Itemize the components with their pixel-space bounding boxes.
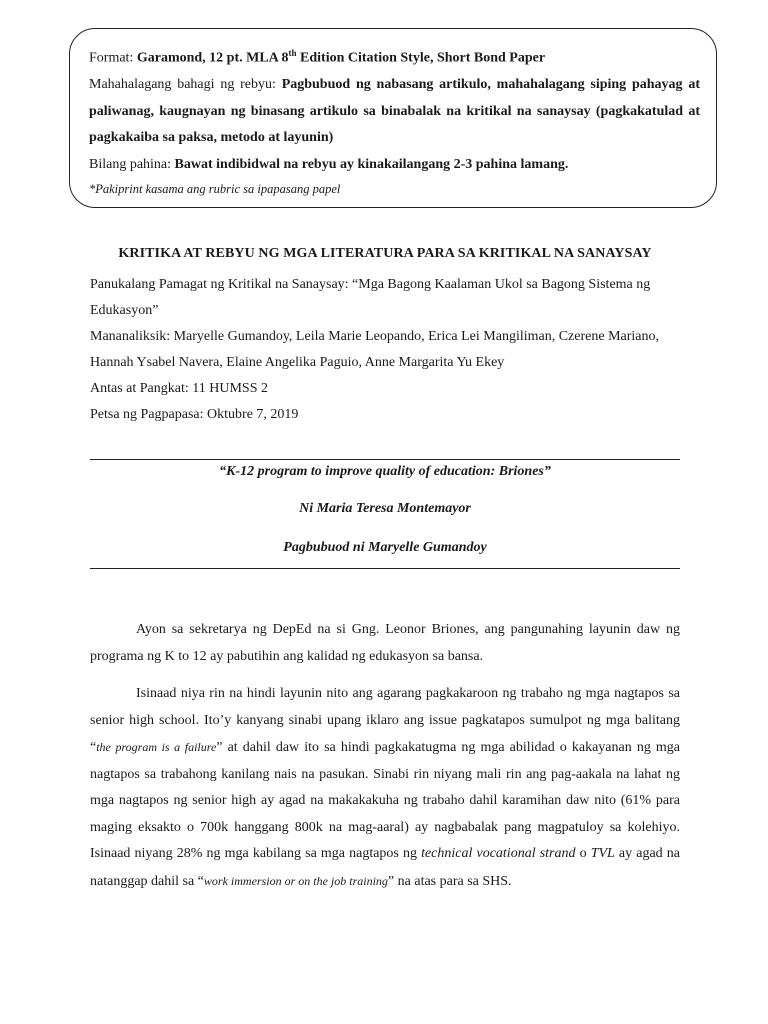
- pages-line: [89, 152, 700, 179]
- summary-author: Pagbubuod ni Maryelle Gumandoy: [283, 540, 487, 555]
- bottom-divider: [90, 568, 680, 569]
- p2-quote-failure: the program is a failure: [96, 740, 217, 754]
- format-line: [89, 40, 700, 72]
- parts-label: Mahahalagang bahagi ng rebyu:: [89, 77, 276, 93]
- submission-date: Petsa ng Pagpapasa: Oktubre 7, 2019: [90, 407, 299, 422]
- p2-tech-voc: technical vocational strand: [421, 846, 576, 861]
- pages-value: Bawat indibidwal na rebyu ay kinakailangang 2-3 pahina lamang.: [174, 156, 569, 172]
- pages-label: Bilang pahina:: [89, 156, 172, 172]
- summary-body: [90, 617, 680, 906]
- format-value-pre: Garamond, 12 pt. MLA 8: [136, 50, 289, 66]
- grade-section: Antas at Pangkat: 11 HUMSS 2: [90, 381, 268, 396]
- print-note: *Pakiprint kasama ang rubric sa ipapasang papel: [89, 182, 341, 197]
- p2-text-b: ” at dahil daw ito sa hindi pagkakatugma ng mga abilidad o kakayanan ng mga nagtapos sa trabahong kanilang nais na pasukan. Sinabi rin niyang mali rin ang pag-aakala na lahat ng mga nagtapos ng senior high ay agad na makakakuha ng trabaho dahil karamihan daw nito (61% para maging eksakto o 700k hanggang 800k na mag-aaral) ay nagbabalak pang magpatuloy sa kolehiyo. Isinaad niyang 28% ng mga kabilang sa mga nagtapos ng: [90, 740, 680, 861]
- top-divider: [90, 459, 680, 460]
- paragraph-1: Ayon sa sekretarya ng DepEd na si Gng. Leonor Briones, ang pangunahing layunin daw ng programa ng K to 12 ay pabutihin ang kalidad ng edukasyon sa bansa.: [90, 622, 680, 664]
- p2-work-immersion: work immersion or on the job training: [203, 873, 388, 888]
- researchers: Mananaliksik: Maryelle Gumandoy, Leila Marie Leopando, Erica Lei Mangiliman, Czerene Mariano, Hannah Ysabel Navera, Elaine Angelika Paguio, Anne Margarita Yu Ekey: [90, 329, 660, 370]
- p2-text-a: Isinaad niya rin na hindi layunin nito ang agarang pagkakaroon ng trabaho ng mga nagtapos sa senior high school. Ito’y kanyang sinabi upang iklaro ang issue pagkatapos sumulpot ng mga balitang “: [90, 686, 680, 755]
- format-value-post: Edition Citation Style, Short Bond Paper: [296, 50, 546, 66]
- parts-line: [89, 72, 700, 152]
- paragraph-2: [90, 681, 680, 895]
- instructions-box: [69, 28, 717, 208]
- format-label: Format:: [89, 50, 134, 66]
- proposed-title: Panukalang Pamagat ng Kritikal na Sanaysay: “Mga Bagong Kaalaman Ukol sa Bagong Sistema ng Edukasyon”: [90, 277, 651, 318]
- format-value-sup: th: [288, 48, 297, 58]
- parts-value: Pagbubuod ng nabasang artikulo, mahahalagang siping pahayag at paliwanag, kaugnayan ng binasang artikulo sa binabalak na kritikal na sanaysay (pagkakatulad at pagkakaiba sa paksa, metodo at layunin): [89, 77, 701, 146]
- article-title: “K-12 program to improve quality of education: Briones”: [219, 464, 551, 479]
- p2-text-c: o: [575, 846, 591, 861]
- p2-tvl: TVL: [590, 846, 615, 861]
- document-title: KRITIKA AT REBYU NG MGA LITERATURA PARA SA KRITIKAL NA SANAYSAY: [118, 246, 652, 261]
- p2-text-e: ” na atas para sa SHS.: [387, 873, 512, 889]
- article-author: Ni Maria Teresa Montemayor: [299, 501, 471, 516]
- p2-text-d: ay agad na natanggap dahil sa “: [90, 846, 680, 889]
- document-meta: [90, 272, 680, 428]
